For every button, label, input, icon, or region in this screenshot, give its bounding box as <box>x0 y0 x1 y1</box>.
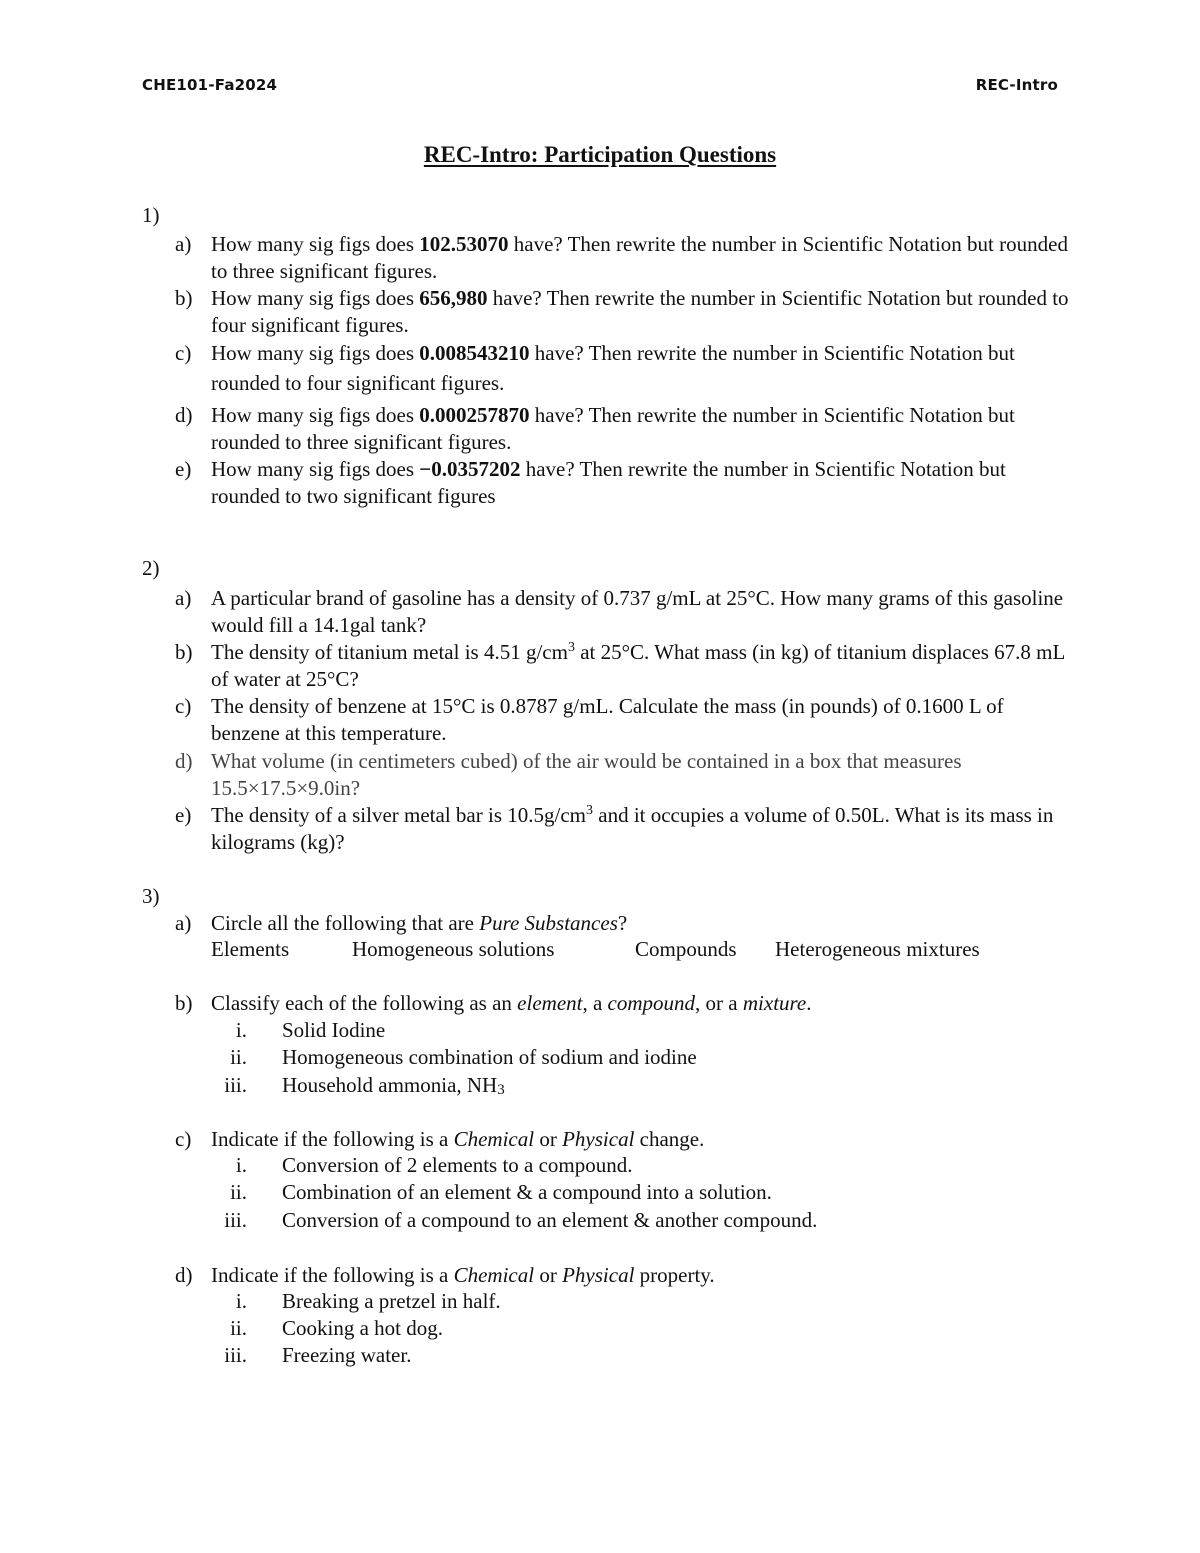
q3c-item-ii: ii. Combination of an element & a compound into a solution. <box>230 1180 772 1204</box>
q1-item-c: c) How many sig figs does 0.008543210 have? Then rewrite the number in Scientific Notation but rounded to four significant figures. <box>175 341 1015 395</box>
question-2-number: 2) <box>142 556 160 580</box>
q2-item-d: d) What volume (in centimeters cubed) of the air would be contained in a box that measures 15.5×17.5×9.0in? <box>175 749 962 800</box>
header-course-code: CHE101-Fa2024 <box>142 76 278 94</box>
option-heterogeneous-mixtures: Heterogeneous mixtures <box>775 937 980 961</box>
q3-item-a: a) Circle all the following that are Pure Substances? <box>175 911 628 935</box>
q3b-item-i: i. Solid Iodine <box>235 1018 386 1042</box>
q1-item-a: a) How many sig figs does 102.53070 have? Then rewrite the number in Scientific Notation but rounded to three significant figures. <box>175 232 1068 283</box>
q3d-item-ii: ii. Cooking a hot dog. <box>230 1316 443 1340</box>
q3d-item-i: i. Breaking a pretzel in half. <box>235 1289 501 1313</box>
q2-item-c: c) The density of benzene at 15°C is 0.8787 g/mL. Calculate the mass (in pounds) of 0.1600 L of benzene at this temperature. <box>175 694 1004 745</box>
header-section: REC-Intro <box>975 76 1058 94</box>
q2-item-a: a) A particular brand of gasoline has a density of 0.737 g/mL at 25°C. How many grams of this gasoline would fill a 14.1gal tank? <box>175 586 1064 637</box>
option-homogeneous-solutions: Homogeneous solutions <box>352 937 555 961</box>
q2-item-b: b) The density of titanium metal is 4.51 $g/cm^3$ at 25°C. What mass (in kg) of titanium displaces 67.8 mL of water at 25°C? <box>175 640 1065 691</box>
question-1-number: 1) <box>142 203 160 227</box>
q3b-item-iii: iii. Household ammonia, $NH_3$ <box>224 1073 505 1098</box>
q3-item-c: c) Indicate if the following is a Chemical or Physical change. <box>175 1127 705 1151</box>
q3c-item-iii: iii. Conversion of a compound to an element & another compound. <box>224 1208 818 1232</box>
q3b-item-ii: ii. Homogeneous combination of sodium and iodine <box>230 1045 697 1069</box>
q1-item-e: e) How many sig figs does −0.0357202 have? Then rewrite the number in Scientific Notation but rounded to two significant figures <box>175 457 1006 508</box>
q1-item-b: b) How many sig figs does 656,980 have? Then rewrite the number in Scientific Notation but rounded to four significant figures. <box>175 286 1069 337</box>
q3d-item-iii: iii. Freezing water. <box>224 1343 412 1367</box>
page-title: REC-Intro: Participation Questions <box>423 142 777 167</box>
option-compounds: Compounds <box>635 937 737 961</box>
q3-item-b: b) Classify each of the following as an element, a compound, or a mixture. <box>175 991 812 1015</box>
question-3-number: 3) <box>142 884 160 908</box>
q3-item-d: d) Indicate if the following is a Chemical or Physical property. <box>175 1263 715 1287</box>
q2-item-e: e) The density of a silver metal bar is $10.5g/cm^3$ and it occupies a volume of 0.50L. What is its mass in kilograms (kg)? <box>175 803 1054 854</box>
q3c-item-i: i. Conversion of 2 elements to a compound. <box>235 1153 633 1177</box>
q1-item-d: d) How many sig figs does 0.000257870 have? Then rewrite the number in Scientific Notation but rounded to three significant figures. <box>175 403 1015 454</box>
option-elements: Elements <box>211 937 290 961</box>
